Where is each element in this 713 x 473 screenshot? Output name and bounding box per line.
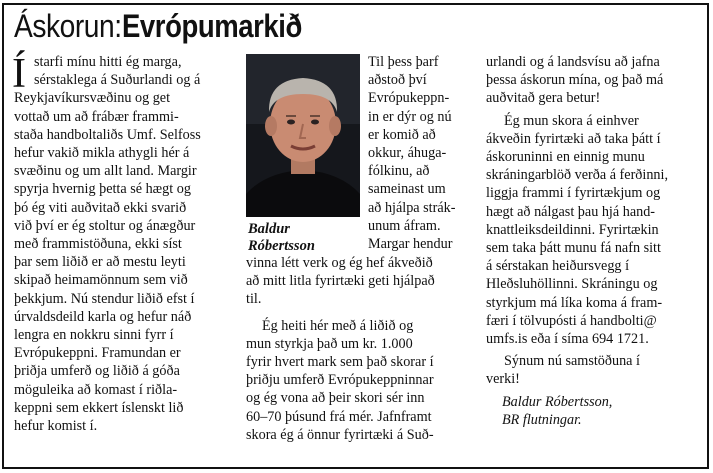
drop-cap: Í [12,51,26,97]
text-line: sérstaklega á Suðurlandi og á [34,72,201,89]
text-line: skipað heimamönnum sem við [14,272,188,289]
headline-main: Evrópumarkið [122,8,303,44]
text-line: úrvaldsdeild karla og hefur náð [14,308,192,325]
text-line: og ég vona að þeir skori sér inn [246,390,425,407]
text-line: okkur, áhuga- [368,145,447,161]
text-line: er komið að [368,126,436,143]
text-line: Ég heiti hér með á liðið og [262,317,414,334]
text-line: 60–70 þúsund frá mér. Jafnframt [246,408,432,425]
text-line: ákveðin fyrirtæki að taka þátt í [486,130,661,147]
text-line: styrkjum má líka koma á fram- [486,294,663,311]
text-line: knattleiksdeildinni. Fyrirtækin [486,221,659,238]
text-line: Reykjavíkursvæðinu og get [14,90,171,107]
text-line: Margar hendur [368,236,453,252]
text-line: við því er ég stoltur og ánægður [14,217,196,234]
text-line: spyrja hvernig þetta sé hægt og [14,181,191,198]
text-line: mun styrkja það um kr. 1.000 [246,335,413,352]
text-line: að mitt litla fyrirtæki geti hjálpað [246,273,435,290]
text-line: þar sem liðið er að mestu leyti [14,254,186,271]
text-line: skráningarblöð verða á ferðinni, [486,167,669,184]
text-line: Sýnum nú samstöðuna í [504,353,640,370]
text-line: fyrir hvert mark sem það skorar í [246,354,434,370]
text-line: auðvitað gera betur! [486,90,601,107]
text-line: hefur vakið mikla athygli hér á [14,145,190,161]
text-line: með frammistöðuna, ekki síst [14,236,182,252]
text-line: fólkinu, að [368,163,430,180]
text-line: Hleðsluhöllinni. Skráningu og [486,276,658,293]
text-line: starfi mínu hitti ég marga, [34,54,182,70]
text-line: unum áfram. [368,217,441,234]
text-line: umfs.is eða í síma 694 1721. [486,331,649,347]
signature-company: BR flutningar. [502,412,582,428]
author-caption-last: Róbertsson [248,238,315,254]
text-line: aðstoð því [368,72,427,89]
text-line: að hjálpa strák- [368,199,456,216]
text-line: liggja frammi í fyrirtækjum og [486,185,661,202]
text-line: urlandi og á landsvísu að jafna [486,54,660,70]
text-line: vinna létt verk og ég hef ákveðið [246,255,433,271]
text-line: þessa áskorun mína, og það má [486,72,664,89]
text-line: vottað um að frábær frammi- [14,108,179,125]
text-line: áskoruninni en einnig munu [486,149,645,165]
text-line: verki! [486,371,520,388]
text-line: sem taka þátt munu fá nafn sitt [486,240,661,256]
text-line: Evrópukeppni. Framundan er [14,345,181,362]
text-line: Til þess þarf [368,54,439,70]
portrait-image [246,54,360,217]
text-line: in er dýr og nú [368,108,452,125]
signature-name: Baldur Róbertsson, [502,394,613,410]
text-line: staða handboltaliðs Umf. Selfoss [14,126,201,143]
author-caption-first: Baldur [248,221,290,237]
author-photo [246,54,360,217]
text-line: Ég mun skora á einhver [504,112,639,129]
text-line: færi í tölvupósti á handbolti@ [486,312,657,329]
text-line: til. [246,291,262,308]
text-line: keppni sem ekkert íslenskt lið [14,399,184,416]
text-line: á sérstakan heiðursvegg í [486,258,630,275]
text-line: þriðju umferð Evrópukeppninnar [246,372,434,389]
headline-prefix: Áskorun: [14,8,122,44]
text-line: skora ég á önnur fyrirtæki á Suð- [246,426,434,443]
text-line: þó ég viti auðvitað ekki svarið [14,199,187,216]
text-line: hægt að nálgast þau hjá hand- [486,203,656,220]
text-line: lengra en nokkru sinni fyrr í [14,327,174,343]
text-line: þekkjum. Nú stendur liðið efst í [14,290,195,307]
text-line: möguleika að komast í riðla- [14,381,178,398]
text-line: Evrópukeppn- [368,90,450,107]
text-line: hefur komist í. [14,418,98,434]
text-line: þriðja umferð og liðið á góða [14,363,180,380]
text-line: svæðinu og um allt land. Margir [14,163,197,180]
text-line: sameinast um [368,181,446,198]
